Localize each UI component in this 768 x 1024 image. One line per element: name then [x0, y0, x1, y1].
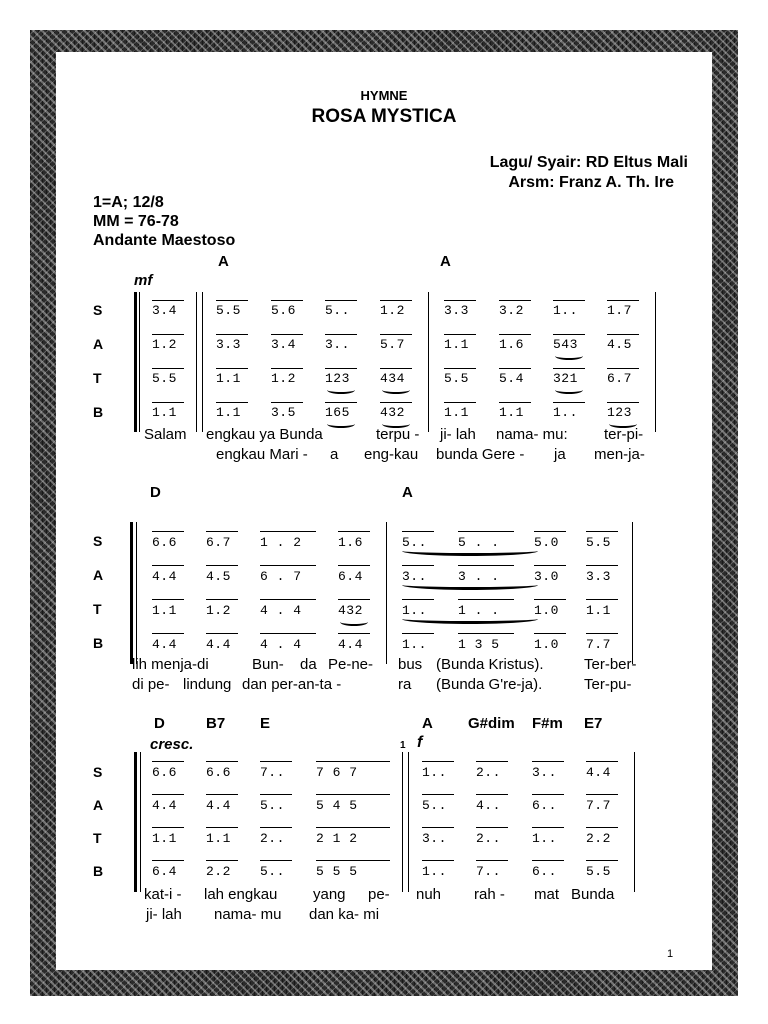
lyric: ji- lah	[440, 426, 476, 443]
note-cell: 1.1	[499, 405, 524, 420]
beam	[206, 761, 238, 762]
note-cell: 5 . .	[458, 535, 500, 550]
voice-label: B	[93, 863, 104, 879]
beam	[260, 599, 316, 600]
note-cell: 1.2	[271, 371, 296, 386]
barline	[139, 292, 140, 432]
note-cell: 7 6 7	[316, 765, 358, 780]
beam	[316, 827, 390, 828]
beam	[553, 334, 585, 335]
voice-label: T	[93, 601, 102, 617]
note-cell: 5.5	[586, 535, 611, 550]
note-cell: 1.1	[152, 405, 177, 420]
note-cell: 1..	[422, 765, 447, 780]
lyric: (Bunda G're-ja).	[436, 676, 543, 693]
note-cell: 6.6	[206, 765, 231, 780]
beam	[422, 761, 454, 762]
beam	[152, 531, 184, 532]
note-cell: 1..	[553, 405, 578, 420]
note-cell: 4.4	[338, 637, 363, 652]
note-cell: 1.2	[152, 337, 177, 352]
lyric: Bunda	[571, 886, 615, 903]
beam	[325, 402, 357, 403]
beam	[206, 633, 238, 634]
note-cell: 1..	[553, 303, 578, 318]
note-cell: 4.4	[586, 765, 611, 780]
note-cell: 4.5	[206, 569, 231, 584]
beam	[534, 599, 566, 600]
beam	[422, 827, 454, 828]
note-cell: 4.4	[152, 569, 177, 584]
beam	[458, 565, 514, 566]
beam	[338, 599, 370, 600]
lyric: ra	[398, 676, 412, 693]
note-cell: 2..	[260, 831, 285, 846]
note-cell: 3..	[325, 337, 350, 352]
beam	[271, 300, 303, 301]
beam	[152, 402, 184, 403]
chord: E7	[584, 715, 603, 732]
beam	[553, 300, 585, 301]
note-cell: 6 . 7	[260, 569, 302, 584]
note-cell: 7..	[260, 765, 285, 780]
beam	[152, 368, 184, 369]
beam	[260, 860, 292, 861]
beam	[152, 334, 184, 335]
beam	[499, 334, 531, 335]
note-cell: 5.6	[271, 303, 296, 318]
lyric: Pe-ne-	[328, 656, 374, 673]
lyric: nama- mu:	[496, 426, 568, 443]
voice-label: S	[93, 302, 103, 318]
lyric: engkau Mari -	[216, 446, 308, 463]
voice-label: S	[93, 764, 103, 780]
note-cell: 1 3 5	[458, 637, 500, 652]
beam	[534, 531, 566, 532]
note-cell: 1 . .	[458, 603, 500, 618]
note-cell: 3.3	[586, 569, 611, 584]
beam	[444, 402, 476, 403]
beam	[458, 599, 514, 600]
note-cell: 3..	[422, 831, 447, 846]
lyric: Bun-	[252, 656, 284, 673]
beam	[607, 334, 639, 335]
beam	[325, 368, 357, 369]
note-cell: 1.1	[444, 405, 469, 420]
lyric: bunda Gere -	[436, 446, 525, 463]
tie	[402, 546, 538, 556]
note-cell: 5..	[422, 798, 447, 813]
barline	[134, 752, 137, 892]
beam	[260, 761, 292, 762]
note-cell: 6.4	[152, 864, 177, 879]
composer: Lagu/ Syair: RD Eltus Mali	[489, 154, 688, 171]
beam	[271, 368, 303, 369]
beam	[586, 633, 618, 634]
beam	[260, 794, 292, 795]
note-cell: 123	[325, 371, 350, 386]
voice-label: A	[93, 797, 104, 813]
barline	[408, 752, 409, 892]
lyric: nama- mu	[214, 906, 282, 923]
voice-label: B	[93, 404, 104, 420]
lyric: lindung	[183, 676, 232, 693]
beam	[380, 402, 412, 403]
note-cell: 3.4	[271, 337, 296, 352]
beam	[586, 531, 618, 532]
note-cell: 1.1	[152, 603, 177, 618]
barline	[140, 752, 141, 892]
beam	[316, 860, 390, 861]
beam	[152, 633, 184, 634]
note-cell: 1.2	[380, 303, 405, 318]
note-cell: 3.4	[152, 303, 177, 318]
note-cell: 2 1 2	[316, 831, 358, 846]
note-cell: 4.4	[152, 637, 177, 652]
tempo: MM = 76-78	[93, 213, 179, 230]
beam	[152, 860, 184, 861]
lyric: eng-kau	[364, 446, 419, 463]
chord: A	[440, 253, 451, 270]
tie	[402, 580, 538, 590]
beam	[476, 827, 508, 828]
beam	[586, 827, 618, 828]
lyric: lah engkau	[204, 886, 278, 903]
note-cell: 1 . 2	[260, 535, 302, 550]
slur	[327, 386, 355, 394]
note-cell: 4.4	[206, 798, 231, 813]
note-cell: 434	[380, 371, 405, 386]
note-cell: 432	[338, 603, 363, 618]
beam	[380, 334, 412, 335]
chord: F#m	[532, 715, 563, 732]
beam	[402, 565, 434, 566]
note-cell: 1..	[422, 864, 447, 879]
beam	[534, 565, 566, 566]
note-cell: 6.7	[607, 371, 632, 386]
note-cell: 123	[607, 405, 632, 420]
lyric: pe-	[368, 886, 390, 903]
note-cell: 6..	[532, 798, 557, 813]
note-cell: 3.0	[534, 569, 559, 584]
beam	[271, 402, 303, 403]
voice-label: T	[93, 370, 102, 386]
note-cell: 6.4	[338, 569, 363, 584]
chord: A	[218, 253, 229, 270]
beam	[206, 531, 238, 532]
note-cell: 7..	[476, 864, 501, 879]
note-cell: 5.0	[534, 535, 559, 550]
note-cell: 1.0	[534, 637, 559, 652]
beam	[553, 402, 585, 403]
note-cell: 1.1	[444, 337, 469, 352]
note-cell: 1.1	[152, 831, 177, 846]
barline	[386, 522, 387, 664]
note-cell: 4..	[476, 798, 501, 813]
score-page	[56, 52, 712, 970]
barline	[130, 522, 133, 664]
note-cell: 5..	[325, 303, 350, 318]
lyric: terpu -	[376, 426, 420, 443]
lyric: ja	[554, 446, 566, 463]
subtitle: HYMNE	[360, 88, 408, 103]
arranger: Arsm: Franz A. Th. Ire	[508, 174, 674, 191]
beam	[260, 633, 316, 634]
beam	[402, 599, 434, 600]
lyric: di pe-	[132, 676, 170, 693]
page-title: ROSA MYSTICA	[311, 106, 457, 127]
beam	[607, 368, 639, 369]
barline	[402, 752, 403, 892]
beam	[206, 827, 238, 828]
beam	[532, 860, 564, 861]
note-cell: 5..	[260, 864, 285, 879]
beam	[216, 402, 248, 403]
lyric: ter-pi-	[604, 426, 644, 443]
beam	[607, 402, 639, 403]
lyric: engkau ya Bunda	[206, 426, 323, 443]
lyric: ji- lah	[146, 906, 182, 923]
note-cell: 5.5	[586, 864, 611, 879]
chord: D	[154, 715, 165, 732]
chord: G#dim	[468, 715, 515, 732]
note-cell: 4.4	[206, 637, 231, 652]
barline	[634, 752, 635, 892]
note-cell: 2..	[476, 831, 501, 846]
barline	[136, 522, 137, 664]
beam	[260, 531, 316, 532]
barline	[196, 292, 197, 432]
note-cell: 2..	[476, 765, 501, 780]
note-cell: 2.2	[206, 864, 231, 879]
note-cell: 1..	[402, 603, 427, 618]
lyric: da	[300, 656, 317, 673]
beam	[534, 633, 566, 634]
key-time: 1=A; 12/8	[93, 194, 164, 211]
note-cell: 6.6	[152, 765, 177, 780]
note-cell: 7.7	[586, 637, 611, 652]
beam	[260, 565, 316, 566]
note-cell: 1.1	[216, 405, 241, 420]
note-cell: 3..	[402, 569, 427, 584]
lyric: a	[330, 446, 339, 463]
beam	[607, 300, 639, 301]
style-marking: Andante Maestoso	[93, 232, 236, 249]
note-cell: 5..	[260, 798, 285, 813]
beam	[476, 761, 508, 762]
lyric: Ter-pu-	[584, 676, 632, 693]
beam	[402, 633, 434, 634]
beam	[271, 334, 303, 335]
note-cell: 3 . .	[458, 569, 500, 584]
note-cell: 321	[553, 371, 578, 386]
note-cell: 1.6	[338, 535, 363, 550]
beam	[586, 599, 618, 600]
beam	[152, 761, 184, 762]
beam	[260, 827, 292, 828]
beam	[325, 334, 357, 335]
beam	[338, 531, 370, 532]
lyric: nuh	[416, 886, 442, 903]
beam	[338, 633, 370, 634]
beam	[422, 794, 454, 795]
barline	[655, 292, 656, 432]
slur	[382, 386, 410, 394]
note-cell: 165	[325, 405, 350, 420]
beam	[316, 761, 390, 762]
lyric: Ter-ber-	[584, 656, 637, 673]
beam	[499, 300, 531, 301]
beam	[216, 334, 248, 335]
beam	[458, 633, 514, 634]
beam	[476, 794, 508, 795]
beam	[444, 368, 476, 369]
note-cell: 4 . 4	[260, 637, 302, 652]
barline	[134, 292, 137, 432]
note-cell: 1.1	[216, 371, 241, 386]
note-cell: 1.1	[206, 831, 231, 846]
note-cell: 1.0	[534, 603, 559, 618]
voice-label: S	[93, 533, 103, 549]
beam	[532, 794, 564, 795]
beam	[206, 599, 238, 600]
note-cell: 5.4	[499, 371, 524, 386]
beam	[216, 368, 248, 369]
beam	[152, 794, 184, 795]
note-cell: 3..	[532, 765, 557, 780]
chord: D	[150, 484, 161, 501]
barline	[202, 292, 203, 432]
note-cell: 5..	[402, 535, 427, 550]
lyric: Salam	[144, 426, 187, 443]
note-cell: 5 5 5	[316, 864, 358, 879]
slur	[555, 386, 583, 394]
note-cell: 3.3	[216, 337, 241, 352]
note-cell: 4.4	[152, 798, 177, 813]
note-cell: 1.1	[586, 603, 611, 618]
beam	[325, 300, 357, 301]
chord: E	[260, 715, 271, 732]
beam	[444, 334, 476, 335]
note-cell: 543	[553, 337, 578, 352]
beam	[316, 794, 390, 795]
beam	[553, 368, 585, 369]
beam	[206, 860, 238, 861]
beam	[586, 794, 618, 795]
note-cell: 1.7	[607, 303, 632, 318]
note-cell: 2.2	[586, 831, 611, 846]
dynamic-marking: cresc.	[150, 736, 194, 753]
note-cell: 1..	[532, 831, 557, 846]
voice-label: A	[93, 567, 104, 583]
note-cell: 6.7	[206, 535, 231, 550]
lyric: lih menja-di	[132, 656, 209, 673]
dynamic-marking: mf	[134, 272, 153, 289]
lyric: dan ka- mi	[309, 906, 380, 923]
beam	[206, 794, 238, 795]
dynamic-marking: f	[417, 734, 423, 751]
beam	[380, 300, 412, 301]
note-cell: 5.5	[152, 371, 177, 386]
note-cell: 4.5	[607, 337, 632, 352]
beam	[458, 531, 514, 532]
note-cell: 1..	[402, 637, 427, 652]
volta-number: 1	[400, 740, 406, 751]
chord: A	[402, 484, 413, 501]
beam	[206, 565, 238, 566]
voice-label: A	[93, 336, 104, 352]
lyric: yang	[313, 886, 346, 903]
note-cell: 5.5	[444, 371, 469, 386]
tie	[402, 614, 538, 624]
beam	[338, 565, 370, 566]
note-cell: 4 . 4	[260, 603, 302, 618]
note-cell: 6.6	[152, 535, 177, 550]
slur	[340, 618, 368, 626]
beam	[586, 860, 618, 861]
beam	[152, 300, 184, 301]
beam	[532, 827, 564, 828]
slur	[327, 420, 355, 428]
chord: A	[422, 715, 433, 732]
note-cell: 432	[380, 405, 405, 420]
beam	[152, 599, 184, 600]
page-number: 1	[667, 948, 674, 960]
note-cell: 3.5	[271, 405, 296, 420]
note-cell: 6..	[532, 864, 557, 879]
note-cell: 7.7	[586, 798, 611, 813]
barline	[632, 522, 633, 664]
voice-label: T	[93, 830, 102, 846]
beam	[422, 860, 454, 861]
note-cell: 3.2	[499, 303, 524, 318]
beam	[216, 300, 248, 301]
beam	[476, 860, 508, 861]
beam	[152, 565, 184, 566]
lyric: rah -	[474, 886, 505, 903]
beam	[152, 827, 184, 828]
note-cell: 5.5	[216, 303, 241, 318]
beam	[444, 300, 476, 301]
lyric: bus	[398, 656, 423, 673]
chord: B7	[206, 715, 226, 732]
lyric: (Bunda Kristus).	[436, 656, 544, 673]
lyric: men-ja-	[594, 446, 645, 463]
barline	[428, 292, 429, 432]
beam	[499, 368, 531, 369]
lyric: dan per-an-ta -	[242, 676, 342, 693]
beam	[586, 565, 618, 566]
note-cell: 5 4 5	[316, 798, 358, 813]
lyric: kat-i -	[144, 886, 182, 903]
note-cell: 1.6	[499, 337, 524, 352]
voice-label: B	[93, 635, 104, 651]
note-cell: 1.2	[206, 603, 231, 618]
beam	[380, 368, 412, 369]
lyric: mat	[534, 886, 560, 903]
note-cell: 5.7	[380, 337, 405, 352]
beam	[499, 402, 531, 403]
beam	[586, 761, 618, 762]
beam	[402, 531, 434, 532]
slur	[555, 352, 583, 360]
note-cell: 3.3	[444, 303, 469, 318]
beam	[532, 761, 564, 762]
